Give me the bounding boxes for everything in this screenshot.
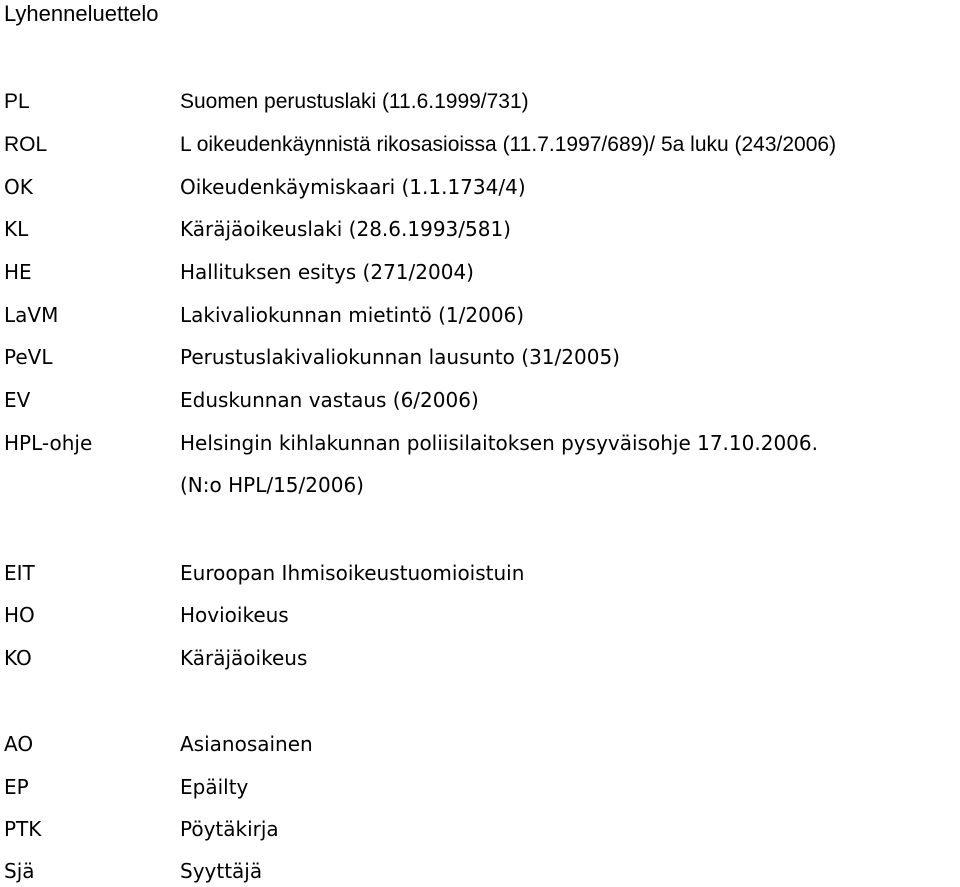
abbreviation: KO [4, 646, 32, 670]
abbreviation: PL [4, 90, 30, 113]
abbreviation: ROL [4, 133, 48, 156]
definition: Käräjäoikeuslaki (28.6.1993/581) [180, 217, 511, 241]
definition: Lakivaliokunnan mietintö (1/2006) [180, 303, 525, 327]
definition: Epäilty [180, 775, 249, 799]
abbreviation: Sjä [4, 859, 35, 883]
abbreviation: PTK [4, 817, 42, 841]
abbreviation: EP [4, 775, 29, 799]
definition: Eduskunnan vastaus (6/2006) [180, 388, 479, 412]
list-item-continuation [0, 469, 960, 501]
list-item-pevl [0, 341, 960, 373]
abbreviation: HPL-ohje [4, 431, 93, 455]
definition: Perustuslakivaliokunnan lausunto (31/2005) [180, 345, 620, 369]
list-item-pl [0, 86, 960, 118]
list-item-kl [0, 213, 960, 245]
definition: Helsingin kihlakunnan poliisilaitoksen pysyväisohje 17.10.2006. [180, 431, 818, 455]
list-item-ep [0, 771, 960, 803]
abbreviation: HE [4, 260, 32, 284]
list-item-sja [0, 855, 960, 887]
abbreviation: LaVM [4, 303, 59, 327]
abbreviation: HO [4, 603, 35, 627]
definition: Käräjäoikeus [180, 646, 308, 670]
definition-continuation: (N:o HPL/15/2006) [180, 473, 364, 497]
list-item-eit [0, 557, 960, 589]
definition: Hovioikeus [180, 603, 289, 627]
abbreviation: EIT [4, 561, 35, 585]
definition: Syyttäjä [180, 859, 263, 883]
list-item-ev [0, 384, 960, 416]
definition: L oikeudenkäynnistä rikosasioissa (11.7.1997/689)/ 5a luku (243/2006) [180, 133, 837, 156]
list-item-ho [0, 599, 960, 631]
list-item-ptk [0, 813, 960, 845]
list-item-rol [0, 129, 960, 161]
abbreviation: PeVL [4, 345, 53, 369]
page-title: Lyhenneluettelo [4, 1, 159, 26]
list-item-ok [0, 171, 960, 203]
definition: Euroopan Ihmisoikeustuomioistuin [180, 561, 525, 585]
definition: Oikeudenkäymiskaari (1.1.1734/4) [180, 175, 526, 199]
definition: Suomen perustuslaki (11.6.1999/731) [180, 90, 529, 113]
abbreviation: KL [4, 217, 29, 241]
definition: Hallituksen esitys (271/2004) [180, 260, 474, 284]
list-item-ko [0, 642, 960, 674]
definition: Asianosainen [180, 732, 313, 756]
list-item-he [0, 256, 960, 288]
list-item-ao [0, 728, 960, 760]
abbreviation: AO [4, 732, 34, 756]
definition: Pöytäkirja [180, 817, 279, 841]
abbreviation: OK [4, 175, 33, 199]
list-item-lavm [0, 299, 960, 331]
abbreviation: EV [4, 388, 31, 412]
list-item-hpl-ohje [0, 427, 960, 459]
